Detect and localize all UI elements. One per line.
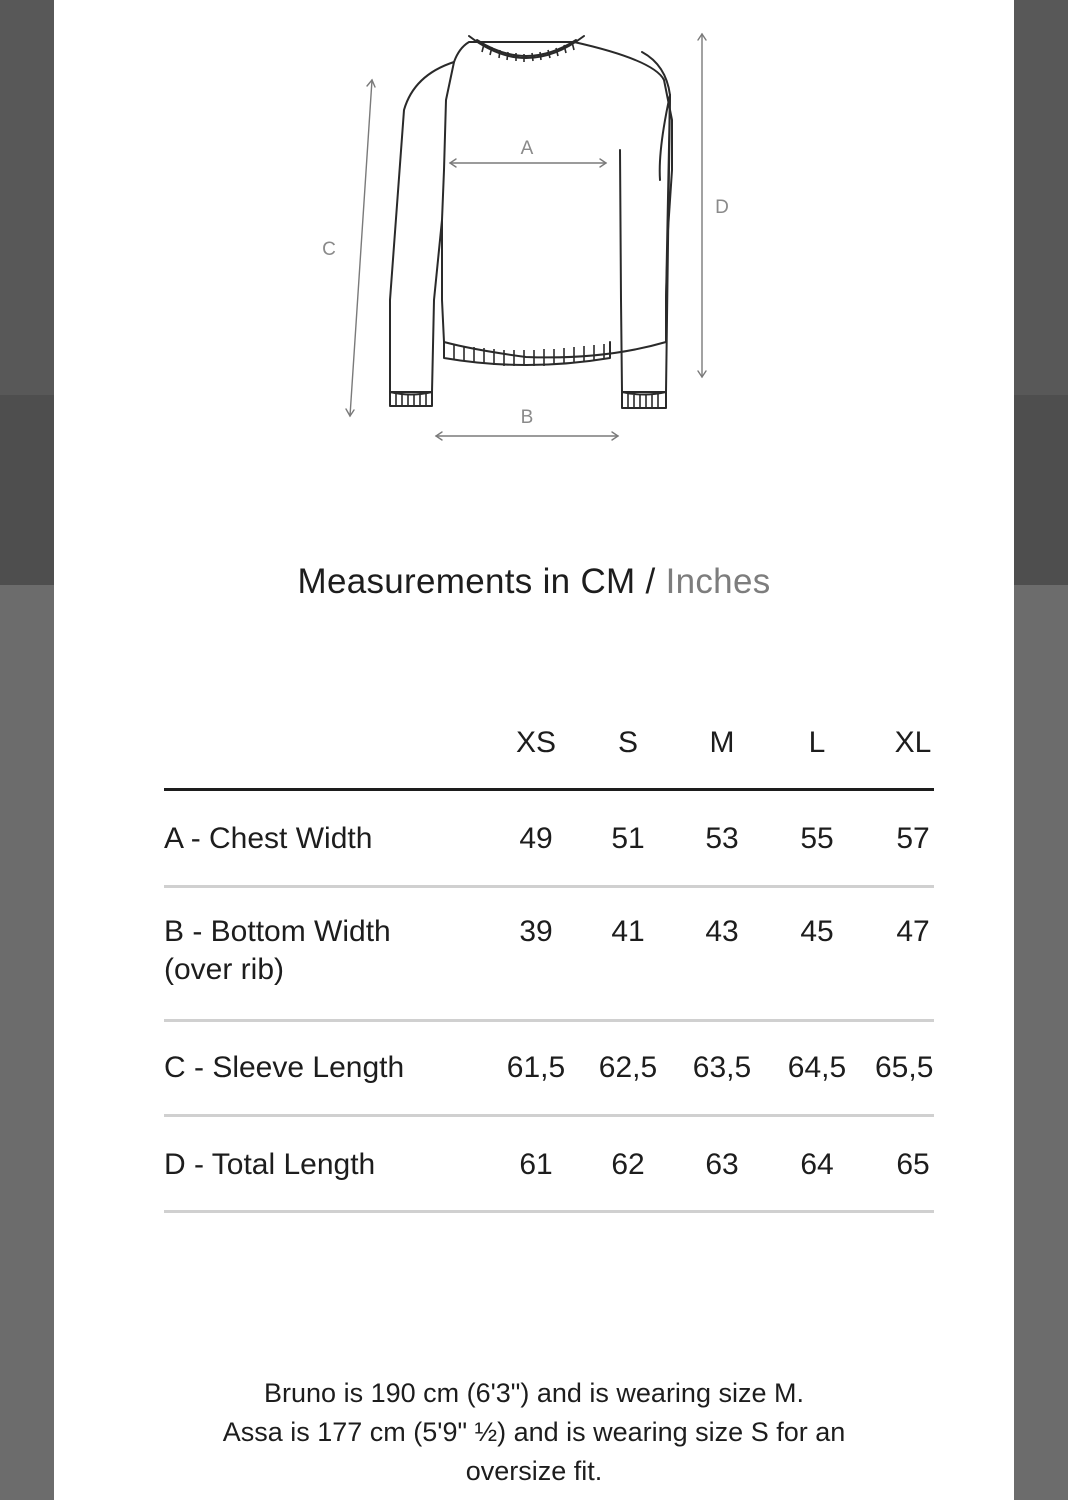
- table-cell: 57: [896, 822, 930, 855]
- size-header-xl: XL: [894, 726, 932, 759]
- title-separator: /: [645, 562, 656, 601]
- table-cell: 43: [705, 915, 739, 948]
- row-label-sleeve-length: C - Sleeve Length: [164, 1051, 405, 1084]
- model-fit-note: [54, 1374, 1014, 1491]
- table-cell: 63,5: [692, 1051, 752, 1084]
- table-row: [164, 1117, 934, 1213]
- table-cell: 53: [705, 822, 739, 855]
- table-cell: 65,5: [875, 1051, 934, 1084]
- diagram-label-c: C: [322, 239, 336, 260]
- table-cell: 61,5: [506, 1051, 566, 1084]
- table-cell: 65: [896, 1148, 930, 1181]
- background-left-band: [0, 395, 54, 585]
- model-note-line-3: oversize fit.: [465, 1456, 603, 1486]
- table-cell: 45: [800, 915, 834, 948]
- title-inches-link[interactable]: Inches: [665, 562, 771, 601]
- size-guide-sheet: [54, 0, 1014, 1500]
- table-cell: 55: [800, 822, 834, 855]
- right-sleeve-outline: [642, 52, 670, 342]
- table-cell: 64: [800, 1148, 834, 1181]
- row-label-bottom-width: B - Bottom Width (over rib): [164, 915, 391, 986]
- model-note-line-1: Bruno is 190 cm (6'3") and is wearing size M.: [264, 1378, 804, 1408]
- title-cm: Measurements in CM: [297, 562, 636, 601]
- table-row: [164, 791, 934, 888]
- background-right-band: [1014, 395, 1068, 585]
- table-cell: 39: [519, 915, 553, 948]
- neckline-rib: [469, 36, 584, 58]
- measurements-title: [54, 562, 1014, 602]
- table-cell: 49: [519, 822, 553, 855]
- table-row: [164, 888, 934, 1022]
- dimension-arrow-c: [350, 80, 372, 416]
- table-cell: 62: [611, 1148, 645, 1181]
- table-cell: 47: [896, 915, 930, 948]
- row-label-total-length: D - Total Length: [164, 1148, 376, 1181]
- row-label-chest-width: A - Chest Width: [164, 822, 373, 855]
- diagram-label-d: D: [715, 197, 729, 218]
- size-header-xs: XS: [515, 726, 557, 759]
- diagram-label-b: B: [520, 407, 534, 428]
- table-cell: 64,5: [787, 1051, 847, 1084]
- table-cell: 63: [705, 1148, 739, 1181]
- table-cell: 61: [519, 1148, 553, 1181]
- diagram-label-a: A: [520, 138, 534, 159]
- sweater-body-outline: [442, 42, 672, 357]
- size-header-row: [164, 700, 934, 791]
- size-header-m: M: [709, 726, 735, 759]
- table-row: [164, 1022, 934, 1117]
- table-cell: 51: [611, 822, 645, 855]
- table-cell: 62,5: [598, 1051, 658, 1084]
- sweater-diagram: [54, 0, 1014, 480]
- size-header-s: S: [617, 726, 638, 759]
- model-note-line-2: Assa is 177 cm (5'9" ½) and is wearing size S for an: [222, 1417, 846, 1447]
- size-table: [164, 700, 934, 1213]
- table-cell: 41: [611, 915, 645, 948]
- size-header-l: L: [808, 726, 826, 759]
